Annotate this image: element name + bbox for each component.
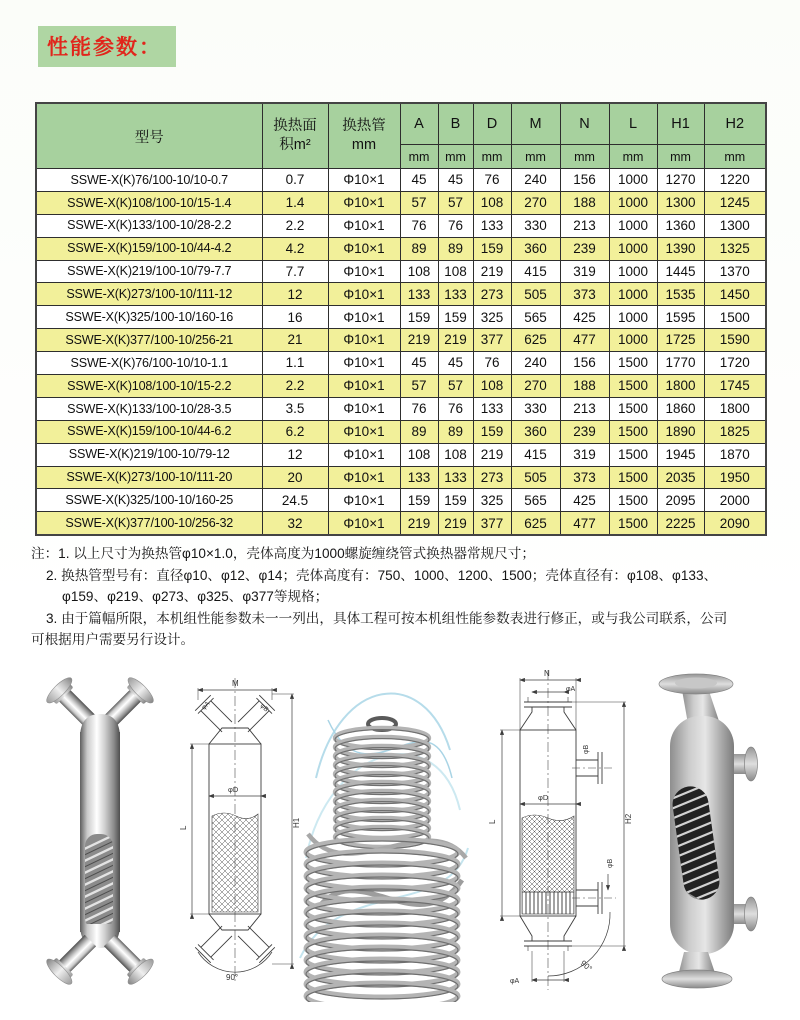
upper-nozzle-flange: [745, 747, 758, 781]
photo-vessel: [644, 666, 774, 996]
table-cell: 1595: [657, 306, 704, 329]
table-cell: 1220: [704, 169, 766, 192]
table-row: [36, 489, 766, 512]
lower-coil: [306, 839, 458, 1002]
table-cell: 133: [473, 397, 511, 420]
table-cell: Φ10×1: [328, 466, 400, 489]
table-cell: 377: [473, 512, 511, 535]
table-cell: 76: [400, 214, 438, 237]
table-cell: 32: [262, 512, 328, 535]
table-cell: 625: [511, 329, 560, 352]
table-cell: 21: [262, 329, 328, 352]
table-cell: 1000: [609, 260, 657, 283]
table-cell: 1500: [609, 512, 657, 535]
table-cell: 1245: [704, 191, 766, 214]
table-row: [36, 375, 766, 398]
table-cell: 76: [438, 397, 473, 420]
table-cell: 1.1: [262, 352, 328, 375]
col-header-area: 换热面 积m²: [262, 103, 328, 169]
table-cell: 4.2: [262, 237, 328, 260]
table-cell: 1945: [657, 443, 704, 466]
table-cell: 188: [560, 375, 609, 398]
table-cell: 76: [400, 397, 438, 420]
table-cell: SSWE-X(K)76/100-10/10-1.1: [36, 352, 262, 375]
table-cell: 219: [400, 512, 438, 535]
dim-label-N: N: [544, 669, 550, 678]
table-cell: 1500: [609, 352, 657, 375]
table-cell: 45: [400, 169, 438, 192]
table-cell: 57: [400, 191, 438, 214]
table-cell: 1500: [609, 489, 657, 512]
table-cell: 3.5: [262, 397, 328, 420]
table-cell: 1000: [609, 237, 657, 260]
table-cell: 325: [473, 306, 511, 329]
table-cell: 1500: [609, 443, 657, 466]
table-row: [36, 283, 766, 306]
table-cell: 45: [400, 352, 438, 375]
table-cell: 1950: [704, 466, 766, 489]
table-cell: 239: [560, 237, 609, 260]
table-cell: 1000: [609, 169, 657, 192]
table-cell: 1800: [657, 375, 704, 398]
table-cell: SSWE-X(K)133/100-10/28-2.2: [36, 214, 262, 237]
table-cell: Φ10×1: [328, 443, 400, 466]
table-cell: 57: [438, 375, 473, 398]
drawing-exchanger-x: [168, 664, 302, 996]
table-row: [36, 512, 766, 535]
table-cell: 57: [400, 375, 438, 398]
table-cell: 219: [438, 512, 473, 535]
table-cell: 565: [511, 306, 560, 329]
dim-label-phiA-top: φA: [566, 686, 576, 693]
table-cell: SSWE-X(K)377/100-10/256-21: [36, 329, 262, 352]
table-cell: Φ10×1: [328, 329, 400, 352]
table-cell: 240: [511, 169, 560, 192]
table-cell: 159: [400, 489, 438, 512]
drawing-vessel: [472, 664, 644, 994]
table-cell: 159: [400, 306, 438, 329]
col-header-H2: H2: [704, 103, 766, 145]
table-cell: 330: [511, 397, 560, 420]
table-cell: 108: [473, 191, 511, 214]
table-row: [36, 306, 766, 329]
col-header-H1: H1: [657, 103, 704, 145]
table-cell: 16: [262, 306, 328, 329]
unit-cell: mm: [704, 145, 766, 169]
table-cell: 133: [438, 466, 473, 489]
table-cell: Φ10×1: [328, 214, 400, 237]
dim-label-H1: H1: [292, 817, 301, 828]
table-cell: Φ10×1: [328, 397, 400, 420]
col-header-M: M: [511, 103, 560, 145]
bottom-flange: [662, 970, 732, 988]
table-cell: 108: [438, 443, 473, 466]
table-cell: Φ10×1: [328, 191, 400, 214]
table-cell: SSWE-X(K)219/100-10/79-7.7: [36, 260, 262, 283]
table-cell: 425: [560, 306, 609, 329]
dim-label-phiA-bottom: φA: [510, 978, 520, 985]
col-header-model: 型号: [36, 103, 262, 169]
table-cell: 477: [560, 512, 609, 535]
table-cell: 477: [560, 329, 609, 352]
table-cell: 1300: [704, 214, 766, 237]
table-row: [36, 329, 766, 352]
table-row: [36, 169, 766, 192]
table-cell: 76: [473, 352, 511, 375]
table-cell: 330: [511, 214, 560, 237]
table-cell: 1325: [704, 237, 766, 260]
table-cell: 625: [511, 512, 560, 535]
table-cell: 270: [511, 375, 560, 398]
unit-cell: mm: [511, 145, 560, 169]
table-row: [36, 443, 766, 466]
table-cell: 505: [511, 466, 560, 489]
table-cell: 133: [400, 466, 438, 489]
table-cell: 240: [511, 352, 560, 375]
table-cell: 45: [438, 352, 473, 375]
table-cell: 76: [473, 169, 511, 192]
table-cell: 1825: [704, 420, 766, 443]
table-cell: 377: [473, 329, 511, 352]
col-header-D: D: [473, 103, 511, 145]
table-cell: 219: [473, 260, 511, 283]
col-header-tube: 换热管 mm: [328, 103, 400, 169]
unit-cell: mm: [657, 145, 704, 169]
table-cell: 2090: [704, 512, 766, 535]
table-cell: 57: [438, 191, 473, 214]
table-cell: 219: [473, 443, 511, 466]
dim-label-L: L: [179, 825, 188, 830]
table-row: [36, 397, 766, 420]
table-cell: SSWE-X(K)133/100-10/28-3.5: [36, 397, 262, 420]
dim-label-H2: H2: [624, 813, 633, 824]
table-cell: 156: [560, 169, 609, 192]
table-row: [36, 352, 766, 375]
table-cell: 505: [511, 283, 560, 306]
table-cell: 1500: [609, 397, 657, 420]
table-cell: 2035: [657, 466, 704, 489]
top-flange-hub: [675, 678, 717, 689]
table-cell: 1870: [704, 443, 766, 466]
table-cell: 1745: [704, 375, 766, 398]
col-header-A: A: [400, 103, 438, 145]
spec-table-body: [36, 169, 766, 536]
table-cell: 360: [511, 420, 560, 443]
table-cell: 1445: [657, 260, 704, 283]
table-cell: 565: [511, 489, 560, 512]
table-cell: 425: [560, 489, 609, 512]
table-cell: 213: [560, 214, 609, 237]
table-cell: 89: [438, 237, 473, 260]
table-cell: 1500: [609, 375, 657, 398]
photo-coil-bundle: [298, 658, 474, 1002]
table-cell: 108: [400, 260, 438, 283]
table-cell: 373: [560, 283, 609, 306]
lower-nozzle-flange: [745, 897, 758, 931]
dim-label-phiB-bottom: φB: [607, 858, 614, 868]
dim-label-angle: 90°: [226, 973, 239, 982]
table-cell: 319: [560, 443, 609, 466]
table-cell: 325: [473, 489, 511, 512]
table-cell: 1.4: [262, 191, 328, 214]
table-cell: 1360: [657, 214, 704, 237]
table-cell: 1000: [609, 329, 657, 352]
table-cell: 360: [511, 237, 560, 260]
table-cell: 0.7: [262, 169, 328, 192]
table-cell: 133: [400, 283, 438, 306]
unit-cell: mm: [438, 145, 473, 169]
table-cell: 89: [400, 237, 438, 260]
table-cell: 133: [473, 214, 511, 237]
table-row: [36, 260, 766, 283]
upper-coil: [335, 718, 429, 849]
table-cell: SSWE-X(K)325/100-10/160-25: [36, 489, 262, 512]
table-cell: 7.7: [262, 260, 328, 283]
table-cell: 1000: [609, 191, 657, 214]
table-cell: 76: [438, 214, 473, 237]
dim-label-phiB-top: φB: [583, 744, 590, 754]
table-cell: Φ10×1: [328, 237, 400, 260]
unit-cell: mm: [609, 145, 657, 169]
table-cell: 108: [438, 260, 473, 283]
photo-exchanger-x: [34, 666, 166, 996]
table-row: [36, 420, 766, 443]
table-cell: 1300: [657, 191, 704, 214]
table-cell: 2095: [657, 489, 704, 512]
table-row: [36, 237, 766, 260]
table-cell: 1590: [704, 329, 766, 352]
table-cell: 1000: [609, 214, 657, 237]
table-cell: 6.2: [262, 420, 328, 443]
table-cell: Φ10×1: [328, 260, 400, 283]
spec-table: [35, 102, 767, 536]
table-cell: 319: [560, 260, 609, 283]
table-cell: 133: [438, 283, 473, 306]
note-line: φ159、φ219、φ273、φ325、φ377等规格；: [62, 589, 329, 605]
col-header-L: L: [609, 103, 657, 145]
table-cell: 89: [438, 420, 473, 443]
table-cell: 1770: [657, 352, 704, 375]
table-cell: 108: [473, 375, 511, 398]
dim-label-angle: 90°: [578, 958, 594, 974]
table-cell: 2.2: [262, 375, 328, 398]
table-cell: 1450: [704, 283, 766, 306]
table-cell: 1720: [704, 352, 766, 375]
table-cell: 12: [262, 443, 328, 466]
table-cell: 270: [511, 191, 560, 214]
unit-cell: mm: [473, 145, 511, 169]
table-cell: SSWE-X(K)108/100-10/15-1.4: [36, 191, 262, 214]
table-cell: SSWE-X(K)76/100-10/10-0.7: [36, 169, 262, 192]
table-cell: 213: [560, 397, 609, 420]
dim-label-M: M: [232, 679, 239, 688]
table-cell: Φ10×1: [328, 489, 400, 512]
table-cell: 108: [400, 443, 438, 466]
unit-cell: mm: [400, 145, 438, 169]
table-cell: SSWE-X(K)377/100-10/256-32: [36, 512, 262, 535]
table-cell: 89: [400, 420, 438, 443]
table-cell: SSWE-X(K)108/100-10/15-2.2: [36, 375, 262, 398]
table-cell: 2.2: [262, 214, 328, 237]
table-cell: 188: [560, 191, 609, 214]
table-cell: Φ10×1: [328, 375, 400, 398]
dim-label-L: L: [488, 819, 497, 824]
table-row: [36, 191, 766, 214]
table-row: [36, 214, 766, 237]
table-cell: 1725: [657, 329, 704, 352]
table-cell: Φ10×1: [328, 306, 400, 329]
dim-label-phiA-top: φA: [200, 700, 212, 712]
table-cell: 1535: [657, 283, 704, 306]
table-cell: 415: [511, 443, 560, 466]
table-cell: 24.5: [262, 489, 328, 512]
table-cell: SSWE-X(K)273/100-10/111-20: [36, 466, 262, 489]
table-cell: 1890: [657, 420, 704, 443]
table-cell: 1860: [657, 397, 704, 420]
table-cell: 159: [438, 306, 473, 329]
table-cell: 415: [511, 260, 560, 283]
table-cell: 219: [400, 329, 438, 352]
col-header-B: B: [438, 103, 473, 145]
table-row: [36, 466, 766, 489]
note-line: 2. 换热管型号有：直径φ10、φ12、φ14；壳体高度有：750、1000、1200、1500；壳体直径有：φ108、φ133、: [46, 567, 718, 583]
table-cell: 1370: [704, 260, 766, 283]
table-cell: 2225: [657, 512, 704, 535]
table-cell: 219: [438, 329, 473, 352]
dim-label-phiD: φD: [538, 793, 549, 802]
dim-label-phiD: φD: [228, 785, 239, 794]
table-cell: SSWE-X(K)159/100-10/44-4.2: [36, 237, 262, 260]
table-cell: SSWE-X(K)273/100-10/111-12: [36, 283, 262, 306]
table-cell: 20: [262, 466, 328, 489]
table-cell: 1390: [657, 237, 704, 260]
table-cell: SSWE-X(K)325/100-10/160-16: [36, 306, 262, 329]
table-cell: 12: [262, 283, 328, 306]
table-cell: 1270: [657, 169, 704, 192]
table-cell: SSWE-X(K)219/100-10/79-12: [36, 443, 262, 466]
table-cell: Φ10×1: [328, 420, 400, 443]
note-line: 注：1. 以上尺寸为换热管φ10×1.0，壳体高度为1000螺旋缠绕管式换热器常规尺寸；: [31, 546, 535, 561]
table-cell: 273: [473, 466, 511, 489]
note-line: 3. 由于篇幅所限，本机组性能参数未一一列出，具体工程可按本机组性能参数表进行修正，或与我公司联系，公司: [46, 610, 728, 626]
table-cell: 45: [438, 169, 473, 192]
table-cell: 1500: [704, 306, 766, 329]
unit-cell: mm: [560, 145, 609, 169]
table-cell: Φ10×1: [328, 169, 400, 192]
table-cell: 1500: [609, 466, 657, 489]
table-cell: SSWE-X(K)159/100-10/44-6.2: [36, 420, 262, 443]
table-cell: 159: [473, 237, 511, 260]
col-header-N: N: [560, 103, 609, 145]
table-cell: 159: [438, 489, 473, 512]
table-cell: 373: [560, 466, 609, 489]
page-title: 性能参数：: [38, 26, 176, 67]
notes-block: [31, 543, 776, 651]
table-cell: 1500: [609, 420, 657, 443]
table-cell: 159: [473, 420, 511, 443]
table-cell: Φ10×1: [328, 352, 400, 375]
table-cell: 239: [560, 420, 609, 443]
table-cell: 156: [560, 352, 609, 375]
table-cell: 2000: [704, 489, 766, 512]
table-cell: 273: [473, 283, 511, 306]
dim-label-phiB-top: φB: [258, 702, 270, 714]
table-cell: Φ10×1: [328, 512, 400, 535]
table-cell: 1000: [609, 306, 657, 329]
table-cell: 1800: [704, 397, 766, 420]
table-cell: Φ10×1: [328, 283, 400, 306]
note-line: 可根据用户需要另行设计。: [31, 632, 195, 648]
table-cell: 1000: [609, 283, 657, 306]
